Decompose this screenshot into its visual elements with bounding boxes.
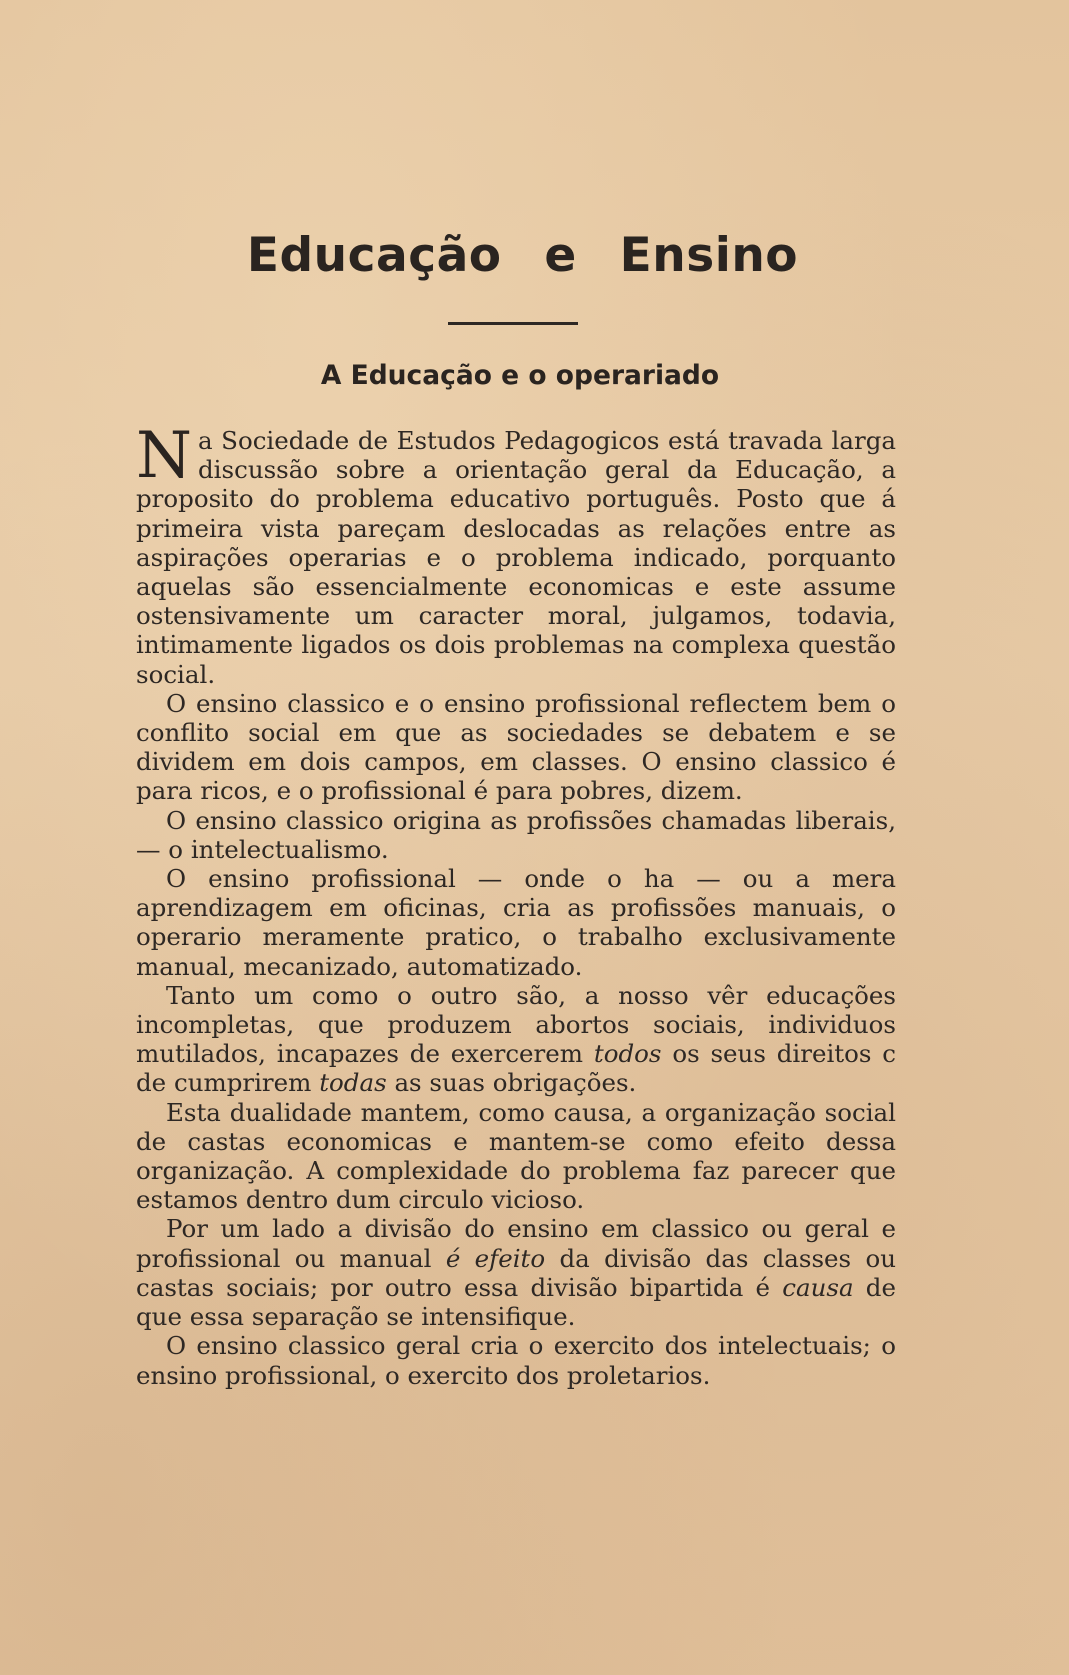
paragraph-7-text-c: de que essa separação se intensifique.	[136, 1272, 896, 1332]
paragraph-8: O ensino classico geral cria o exercito dos intelectuais; o ensino profissional, o exercito dos proletarios.	[136, 1331, 896, 1390]
paragraph-5-text-c: as suas obrigações.	[394, 1068, 637, 1098]
paragraph-5-emphasis-a: todos	[593, 1039, 662, 1069]
paragraph-7	[136, 1214, 896, 1331]
title-divider	[448, 322, 578, 325]
paragraph-7-emphasis-a: é efeito	[445, 1243, 546, 1273]
paragraph-1	[136, 419, 896, 689]
paragraph-6: Esta dualidade mantem, como causa, a organização social de castas economicas e mantem-se como efeito dessa organização. A complexidade do problema faz parecer que estamos dentro dum circulo vicioso.	[136, 1097, 896, 1215]
paragraph-5-emphasis-b: todas	[319, 1068, 387, 1098]
paragraph-5-text-b: os seus direitos c de cumprirem	[136, 1039, 897, 1098]
paragraph-4: O ensino profissional — onde o ha — ou a mera aprendizagem em oficinas, cria as profissões manuais, o operario meramente pratico, o trabalho exclusivamente manual, mecanizado, automatizado.	[136, 864, 896, 981]
paragraph-7-text-b: da divisão das classes ou castas sociais; por outro essa divisão bipartida é	[136, 1243, 896, 1302]
article-body	[136, 419, 897, 1390]
paragraph-7-text-a: Por um lado a divisão do ensino em classico ou geral e profissional ou manual	[136, 1214, 896, 1273]
paragraph-5	[136, 981, 896, 1098]
page-title: Educação e Ensino	[246, 228, 799, 283]
paragraph-2: O ensino classico e o ensino profissional reflectem bem o conflito social em que as sociedades se debatem e se dividem em dois campos, em classes. O ensino classico é para ricos, e o profissional é para pobres, dizem.	[136, 688, 896, 806]
paragraph-1-text: a Sociedade de Estudos Pedagogicos está travada larga discussão sobre a orientação geral da Educação, a proposito do problema educativo português. Posto que á primeira vista pareçam deslocadas as relações entre as aspirações operarias e o problema indicado, porquanto aquelas são essencialmente economicas e este assume ostensivamente um caracter moral, julgamos, todavia, intimamente ligados os dois problemas na complexa questão social.	[136, 426, 896, 689]
section-title: A Educação e o operariado	[320, 360, 720, 391]
paragraph-3: O ensino classico origina as profissões chamadas liberais, — o intelectualismo.	[136, 805, 896, 864]
paragraph-5-text-a: Tanto um como o outro são, a nosso vêr educações incompletas, que produzem abortos sociais, individuos mutilados, incapazes de exercerem	[136, 980, 896, 1069]
drop-cap-letter: N	[136, 419, 192, 493]
paragraph-7-emphasis-b: causa	[782, 1272, 854, 1302]
